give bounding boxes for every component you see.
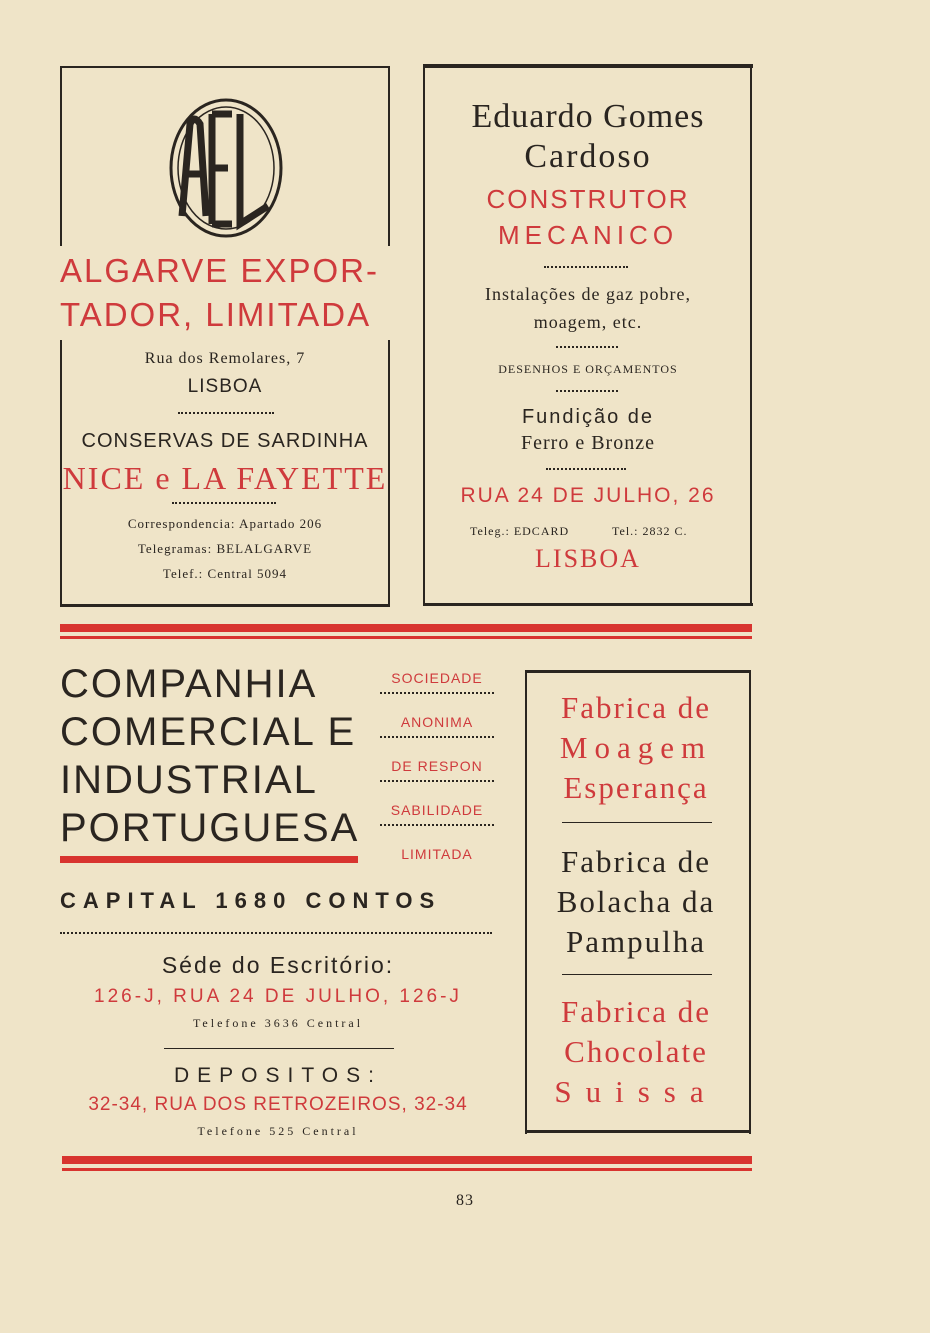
fabrica-1-line2: Moagem (559, 730, 713, 765)
cardoso-designs: DESENHOS E ORÇAMENTOS (498, 362, 678, 376)
fabrica-3-line1: Fabrica de (561, 994, 711, 1029)
companhia-side-2: ANONIMA (400, 714, 474, 730)
fabrica-2-line2: Bolacha da (556, 884, 716, 919)
fabrica-2-line3: Pampulha (566, 924, 706, 959)
companhia-side-4: SABILIDADE (390, 802, 484, 818)
deposits-phone: Telefone 525 Central (197, 1124, 359, 1138)
fabrica-divider-1 (562, 822, 712, 823)
fabrica-3-line2: Chocolate (564, 1034, 708, 1069)
ael-brands: NICE e LA FAYETTE (62, 460, 388, 496)
cardoso-street: RUA 24 DE JULHO, 26 (460, 484, 716, 507)
cardoso-divider-3 (556, 390, 618, 392)
office-address: 126-J, RUA 24 DE JULHO, 126-J (94, 986, 462, 1007)
companhia-line2: COMERCIAL E (60, 710, 357, 754)
companhia-capital: CAPITAL 1680 CONTOS (60, 888, 442, 913)
ael-title-line1: ALGARVE EXPOR- (60, 252, 379, 289)
cardoso-services-line2: moagem, etc. (533, 312, 643, 332)
ael-correspondence: Correspondencia: Apartado 206 (127, 516, 323, 531)
cardoso-role-line1: CONSTRUTOR (486, 184, 690, 214)
office-phone: Telefone 3636 Central (192, 1016, 364, 1030)
cardoso-divider-4 (546, 468, 626, 470)
cardoso-services-line1: Instalações de gaz pobre, (485, 284, 691, 304)
ael-product: CONSERVAS DE SARDINHA (81, 430, 369, 452)
fabrica-1-line3: Esperança (563, 770, 709, 805)
cardoso-foundry-line2: Ferro e Bronze (521, 432, 655, 454)
cardoso-telegraph: Teleg.: EDCARD (470, 524, 570, 538)
ael-divider-2 (172, 502, 276, 504)
bottom-red-band-thin (62, 1168, 752, 1171)
cardoso-role-line2: MECANICO (497, 220, 679, 250)
companhia-red-bar (60, 856, 358, 863)
cardoso-foundry-line1: Fundição de (521, 406, 655, 428)
office-title: Séde do Escritório: (161, 952, 395, 978)
cardoso-city: LISBOA (535, 544, 641, 573)
top-red-band (60, 624, 752, 632)
fabrica-divider-2 (562, 974, 712, 975)
deposits-title: DEPOSITOS: (174, 1064, 382, 1087)
side-divider-1 (380, 692, 494, 694)
bottom-red-band (62, 1156, 752, 1164)
ael-title-line2: TADOR, LIMITADA (60, 296, 372, 333)
ael-logo-icon (168, 96, 284, 240)
top-red-band-thin (60, 636, 752, 639)
deposits-address: 32-34, RUA DOS RETROZEIROS, 32-34 (88, 1094, 468, 1115)
ael-city: LISBOA (187, 376, 263, 397)
companhia-side-3: DE RESPON (391, 758, 483, 774)
ael-divider-1 (178, 412, 274, 414)
capital-divider (60, 932, 492, 934)
side-divider-4 (380, 824, 494, 826)
cardoso-phone: Tel.: 2832 C. (612, 524, 688, 538)
side-divider-2 (380, 736, 494, 738)
ael-telegrams: Telegramas: BELALGARVE (137, 541, 313, 556)
cardoso-divider-1 (544, 266, 628, 268)
office-divider (164, 1048, 394, 1049)
ael-phone: Telef.: Central 5094 (162, 566, 288, 581)
side-divider-3 (380, 780, 494, 782)
fabrica-3-line3: Suissa (554, 1074, 718, 1109)
companhia-line4: PORTUGUESA (60, 806, 360, 850)
cardoso-name-line2: Cardoso (524, 138, 652, 175)
fabrica-1-line1: Fabrica de (561, 690, 711, 725)
companhia-side-5: LIMITADA (401, 846, 473, 862)
ael-street: Rua dos Remolares, 7 (144, 350, 306, 367)
companhia-line1: COMPANHIA (60, 662, 318, 706)
fabrica-2-line1: Fabrica de (561, 844, 711, 879)
page-number: 83 (456, 1192, 474, 1209)
cardoso-name-line1: Eduardo Gomes (471, 98, 705, 135)
companhia-line3: INDUSTRIAL (60, 758, 318, 802)
companhia-side-1: SOCIEDADE (391, 670, 483, 686)
cardoso-divider-2 (556, 346, 618, 348)
